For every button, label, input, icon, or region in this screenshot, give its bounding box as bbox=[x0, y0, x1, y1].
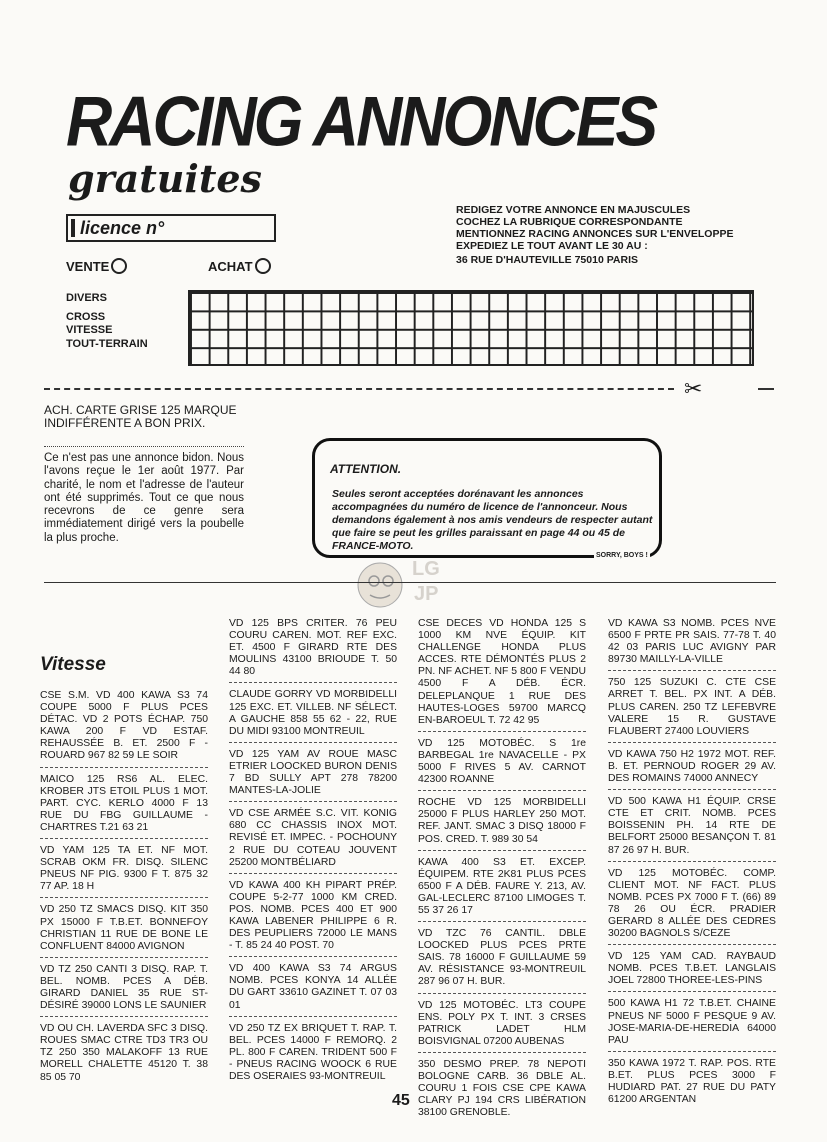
cut-line bbox=[44, 388, 674, 390]
vente-label: VENTE bbox=[66, 258, 110, 274]
ads-column-1 bbox=[40, 690, 208, 1094]
classified-ad: CSE DECES VD HONDA 125 S 1000 KM NVE ÉQUIP. KIT CHALLENGE HONDA PLUS ACCES. RTE DÉMONTÉS PLUS 2 PN. NF ACHET. NF 5 800 F VENDU 4500 F A DÉB. ÉCR. DELEPLANQUE 1 RUE DES HAUTES-LOGES 59700 MARCQ EN-BAROEUL T. 72 42 95 bbox=[418, 618, 586, 732]
classified-ad: MAICO 125 RS6 AL. ELEC. KROBER JTS ETOIL PLUS 1 MOT. PART. CYC. KERLO 4000 F 13 RUE DU FBG GUILLAUME - CHARTRES T.21 63 21 bbox=[40, 774, 208, 839]
classified-ad: 350 KAWA 1972 T. RAP. POS. RTE B.ET. PLUS PCES 3000 F HUDIARD PAT. 27 RUE DU PATY 61200 ARGENTAN bbox=[608, 1057, 776, 1106]
classified-ad: VD 500 KAWA H1 ÉQUIP. CRSE CTE ET CRIT. NOMB. PCES BOISSENIN PH. 14 RTE DE BELFORT 25000 BESANÇON T. 81 87 26 97 H. BUR. bbox=[608, 796, 776, 861]
classified-ad: ROCHE VD 125 MORBIDELLI 25000 F PLUS HARLEY 250 MOT. REF. JANT. SMAC 3 DISQ 18000 F POS. CRED. T. 989 30 54 bbox=[418, 797, 586, 850]
svg-text:JP: JP bbox=[414, 583, 439, 605]
classified-ad: VD 125 YAM AV ROUE MASC ETRIER LOOCKED BURON DENIS 7 BD SULLY APT 278 78200 MANTES-LA-JOLIE bbox=[229, 749, 397, 802]
divider bbox=[44, 446, 244, 447]
vente-option[interactable] bbox=[66, 258, 127, 274]
cut-line-end bbox=[758, 388, 774, 390]
classified-ad: VD YAM 125 TA ET. NF MOT. SCRAB OKM FR. DISQ. SILENC PNEUS NF PIG. 9300 F T. 875 32 77 AP. 18 H bbox=[40, 845, 208, 898]
svg-text:LG: LG bbox=[412, 558, 440, 580]
mailing-address: 36 RUE D'HAUTEVILLE 75010 PARIS bbox=[456, 254, 639, 266]
classified-ad: VD 250 TZ SMACS DISQ. KIT 350 PX 15000 F T.B.ET. BONNEFOY CHRISTIAN 11 RUE DE BONE LE CONFLUENT 84000 AVIGNON bbox=[40, 904, 208, 957]
ad-entry-grid[interactable] bbox=[188, 290, 754, 366]
classified-ad: 500 KAWA H1 72 T.B.ET. CHAINE PNEUS NF 5000 F PESQUE 9 AV. JOSE-MARIA-DE-HEREDIA 64000 PAU bbox=[608, 998, 776, 1051]
classified-ad: VD 400 KAWA S3 74 ARGUS NOMB. PCES KONYA 14 ALLÉE DU GART 33610 GAZINET T. 07 03 01 bbox=[229, 963, 397, 1016]
attention-body: Seules seront acceptées dorénavant les annonces accompagnées du numéro de licence de l'annonceur. Nous demandons également à nos amis vendeurs de respecter autant que faire se peut les grilles paraissant en page 44 ou 45 de FRANCE-MOTO. bbox=[332, 488, 653, 552]
classified-ad: VD 125 YAM CAD. RAYBAUD NOMB. PCES T.B.ET. LANGLAIS JOEL 72800 THOREE-LES-PINS bbox=[608, 951, 776, 992]
category-divers: DIVERS bbox=[66, 292, 107, 304]
scissors-icon: ✂ bbox=[684, 376, 703, 401]
classified-ad: KAWA 400 S3 ET. EXCEP. ÉQUIPEM. RTE 2K81 PLUS PCES 6500 F A DÉB. FAURE Y. 213, AV. GAL-LECLERC 87100 LIMOGES T. 55 37 26 17 bbox=[418, 857, 586, 922]
category-tout-terrain: TOUT-TERRAIN bbox=[66, 338, 148, 350]
instruction-line: REDIGEZ VOTRE ANNONCE EN MAJUSCULES bbox=[456, 204, 691, 216]
classified-ad: VD KAWA 750 H2 1972 MOT. REF. B. ET. PERNOUD ROGER 29 AV. DES ROMAINS 74000 ANNECY bbox=[608, 749, 776, 790]
page-subtitle: gratuites bbox=[68, 156, 262, 201]
licence-field-bar bbox=[71, 219, 75, 237]
attention-title: ATTENTION. bbox=[330, 462, 402, 476]
sorry-tag: SORRY, BOYS ! bbox=[596, 552, 648, 559]
page-title: RACING ANNONCES bbox=[66, 81, 656, 161]
classified-ad: VD CSE ARMÉE S.C. VIT. KONIG 680 CC CHASSIS INOX MOT. REVISÉ ET. IMPEC. - POCHOUNY 2 RUE DU COTEAU JOUVENT 25200 MONTBÉLIARD bbox=[229, 808, 397, 873]
classified-ad: 350 DESMO PREP. 78 NEPOTI BOLOGNE CARB. 36 DBLE AL. COURU 1 FOIS CSE CPE KAWA CLARY PJ 194 CRS LIBÉRATION 38100 GRENOBLE. bbox=[418, 1058, 586, 1119]
instructions bbox=[456, 204, 733, 252]
classified-ad: VD 125 BPS CRITER. 76 PEU COURU CAREN. MOT. REF EXC. ET. 4500 F GIRARD RTE DES MOULINS 43100 BRIOUDE T. 50 44 80 bbox=[229, 618, 397, 683]
ads-column-4 bbox=[608, 618, 776, 1116]
sample-ad: ACH. CARTE GRISE 125 MARQUE INDIFFÉRENTE A BON PRIX. bbox=[44, 403, 237, 430]
classified-ad: VD 125 MOTOBÉC. S 1re BARBEGAL 1re NAVACELLE - PX 5000 F RIVES 5 AV. CARNOT 42300 ROANNE bbox=[418, 738, 586, 791]
instruction-line: EXPEDIEZ LE TOUT AVANT LE 30 AU : bbox=[456, 240, 648, 252]
classified-ad: VD KAWA S3 NOMB. PCES NVE 6500 F PRTE PR SAIS. 77-78 T. 40 42 03 PARIS LUC AVIGNY PAR 89730 MAILLY-LA-VILLE bbox=[608, 618, 776, 671]
instruction-line: COCHEZ LA RUBRIQUE CORRESPONDANTE bbox=[456, 216, 683, 228]
section-rule bbox=[44, 582, 776, 583]
vente-radio[interactable] bbox=[111, 258, 127, 274]
category-vitesse: VITESSE bbox=[66, 324, 113, 336]
classified-ad: VD KAWA 400 KH PIPART PRÉP. COUPE 5-2-77 1000 KM CRED. POS. NOMB. PCES 400 ET 900 KAWA LABENER PHILIPPE 6 R. DES PEUPLIERS 72000 LE MANS - T. 85 24 40 POST. 70 bbox=[229, 880, 397, 958]
achat-radio[interactable] bbox=[255, 258, 271, 274]
classified-ad: CSE S.M. VD 400 KAWA S3 74 COUPE 5000 F PLUS PCES DÉTAC. VD 2 POTS ÉCHAP. 750 KAWA 200 F VD ESTAF. REHAUSSÉE B. ET. 2500 F - ROUARD 967 82 59 LE SOIR bbox=[40, 690, 208, 768]
section-title-vitesse: Vitesse bbox=[40, 654, 106, 675]
licence-field[interactable] bbox=[66, 214, 276, 242]
instruction-line: MENTIONNEZ RACING ANNONCES SUR L'ENVELOPPE bbox=[456, 228, 734, 240]
category-cross: CROSS bbox=[66, 311, 106, 323]
classified-ad: VD 125 MOTOBÉC. COMP. CLIENT MOT. NF FACT. PLUS NOMB. PCES PX 7000 F T. (66) 89 78 26 OU ÉCR. PRADIER GERARD 8 ALLÉE DES CEDRES 30200 BAGNOLS S/CEZE bbox=[608, 868, 776, 946]
licence-label: licence n° bbox=[80, 218, 165, 238]
classified-ad: VD TZ 250 CANTI 3 DISQ. RAP. T. BEL. NOMB. PCES A DÉB. GIRARD DANIEL 35 RUE ST-DÉSIRÉ 39000 LONS LE SAUNIER bbox=[40, 964, 208, 1017]
ads-column-3 bbox=[418, 618, 586, 1129]
page-number: 45 bbox=[392, 1092, 410, 1109]
achat-option[interactable] bbox=[208, 258, 271, 274]
classified-ad: VD TZC 76 CANTIL. DBLE LOOCKED PLUS PCES PRTE SAIS. 78 16000 F GUILLAUME 59 AV. RÉSISTANCE 93-MONTREUIL 287 96 07 H. BUR. bbox=[418, 928, 586, 993]
classified-ad: VD 250 TZ EX BRIQUET T. RAP. T. BEL. PCES 14000 F REMORQ. 2 PL. 800 F CAREN. TRIDENT 500 F - PNEUS RACING WOOCK 6 RUE DES OSERAIES 93-MONTREUIL bbox=[229, 1022, 397, 1082]
achat-label: ACHAT bbox=[208, 258, 253, 274]
classified-ad: VD 125 MOTOBÉC. LT3 COUPE ENS. POLY PX T. INT. 3 CRSES PATRICK LADET HLM BOISVIGNAL 07200 AUBENAS bbox=[418, 1000, 586, 1053]
caricature-stamp-icon bbox=[350, 545, 470, 615]
editor-note: Ce n'est pas une annonce bidon. Nous l'avons reçue le 1er août 1977. Par charité, le nom et l'adresse de l'auteur ont été supprimés. Tout ce que nous recevrons de ce genre sera immédiatement dirigé vers la poubelle la plus proche. bbox=[44, 452, 244, 544]
ads-column-2 bbox=[229, 618, 397, 1093]
classified-ad: CLAUDE GORRY VD MORBIDELLI 125 EXC. ET. VILLEB. NF SÉLECT. A GAUCHE 858 55 62 - 22, RUE DU MIDI 93100 MONTREUIL bbox=[229, 689, 397, 742]
classified-ad: VD OU CH. LAVERDA SFC 3 DISQ. ROUES SMAC CTRE TD3 TR3 OU TZ 250 350 MALAKOFF 13 RUE MORELL CHALETTE 45120 T. 38 85 05 70 bbox=[40, 1023, 208, 1083]
classified-ad: 750 125 SUZUKI C. CTE CSE ARRET T. BEL. PX INT. A DÉB. PLUS CAREN. 250 TZ LEFEBVRE VALERE 15 R. GUSTAVE FLAUBERT 27400 LOUVIERS bbox=[608, 677, 776, 742]
